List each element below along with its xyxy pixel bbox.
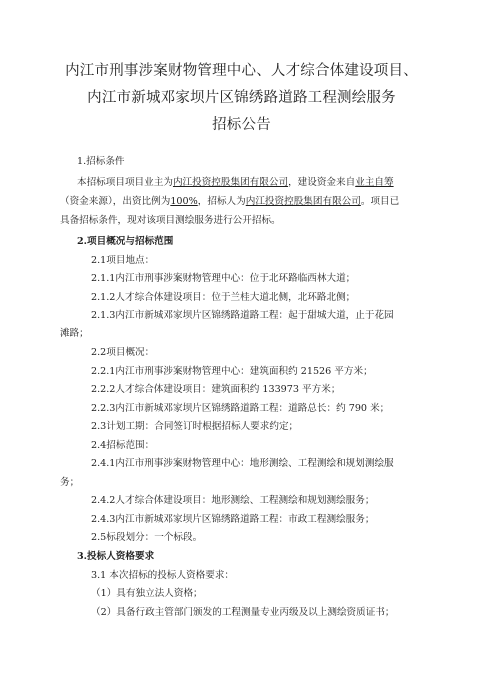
- s2-line: 2.5标段划分：一个标段。: [91, 532, 203, 543]
- text-segment: ，建设资金来自: [288, 177, 356, 188]
- text-segment: 本招标项目项目业主为: [77, 177, 173, 188]
- fund-source: 业主自筹: [355, 177, 394, 188]
- s2-line: 2.1.3内江市新城邓家坝片区锦绣路道路工程：起于甜城大道，止于花园: [91, 310, 394, 321]
- s2-line: 2.3计划工期：合同签订时根据招标人要求约定；: [91, 421, 299, 432]
- s2-line: 2.2.1内江市刑事涉案财物管理中心：建筑面积约 21526 平方米；: [91, 366, 373, 377]
- section-3-heading: 3.投标人资格要求: [77, 551, 155, 562]
- s2-line: 2.1.2人才综合体建设项目：位于兰桂大道北侧，北环路北侧；: [91, 292, 356, 303]
- s2-line: 2.1.1内江市刑事涉案财物管理中心：位于北环路临西林大道；: [91, 273, 356, 284]
- s2-line: 2.2.3内江市新城邓家坝片区锦绣路道路工程：道路总长：约 790 米；: [91, 403, 390, 414]
- s3-line: （2）具备行政主管部门颁发的工程测量专业丙级及以上测绘资质证书；: [91, 607, 395, 618]
- s2-line: 2.2.2人才综合体建设项目：建筑面积约 133973 平方米；: [91, 384, 341, 395]
- s2-line: 滩路；: [60, 328, 89, 339]
- s3-line: 3.1 本次招标的投标人资格要求：: [91, 570, 235, 581]
- s2-line: 2.1项目地点：: [91, 255, 155, 266]
- section-1-para-line-2: [60, 196, 399, 208]
- owner-name: 内江投资控股集团有限公司: [172, 177, 289, 188]
- s2-line: 2.4.3内江市新城邓家坝片区锦绣路道路工程：市政工程测绘服务；: [91, 514, 375, 525]
- section-2-heading: 2.项目概况与招标范围: [77, 236, 174, 247]
- text-segment: （资金来源），出资比例为: [60, 196, 171, 207]
- s2-line: 2.4招标范围：: [91, 440, 155, 451]
- fund-ratio: 100%: [170, 196, 198, 207]
- text-segment: 。项目已: [360, 196, 400, 207]
- tenderer-name: 内江投资控股集团有限公司: [245, 196, 361, 207]
- document-title-line-3: 招标公告: [212, 117, 271, 133]
- section-1-para-line-1: [77, 177, 394, 189]
- s2-line: 2.4.1内江市刑事涉案财物管理中心：地形测绘、工程测绘和规划测绘服: [91, 458, 394, 469]
- section-1-para-line-3: 具备招标条件，现对该项目测绘服务进行公开招标。: [60, 215, 281, 226]
- s2-line: 2.4.2人才综合体建设项目：地形测绘、工程测绘和规划测绘服务；: [91, 495, 375, 506]
- text-segment: ，招标人为: [197, 196, 246, 207]
- document-title-line-2: 内江市新城邓家坝片区锦绣路道路工程测绘服务: [87, 90, 396, 106]
- section-1-heading: 1.招标条件: [77, 156, 125, 167]
- s2-line: 务；: [60, 477, 80, 488]
- s2-line: 2.2项目概况：: [91, 347, 155, 358]
- document-title-line-1: 内江市刑事涉案财物管理中心、人才综合体建设项目、: [65, 63, 418, 79]
- s3-line: （1）具有独立法人资格；: [91, 588, 203, 599]
